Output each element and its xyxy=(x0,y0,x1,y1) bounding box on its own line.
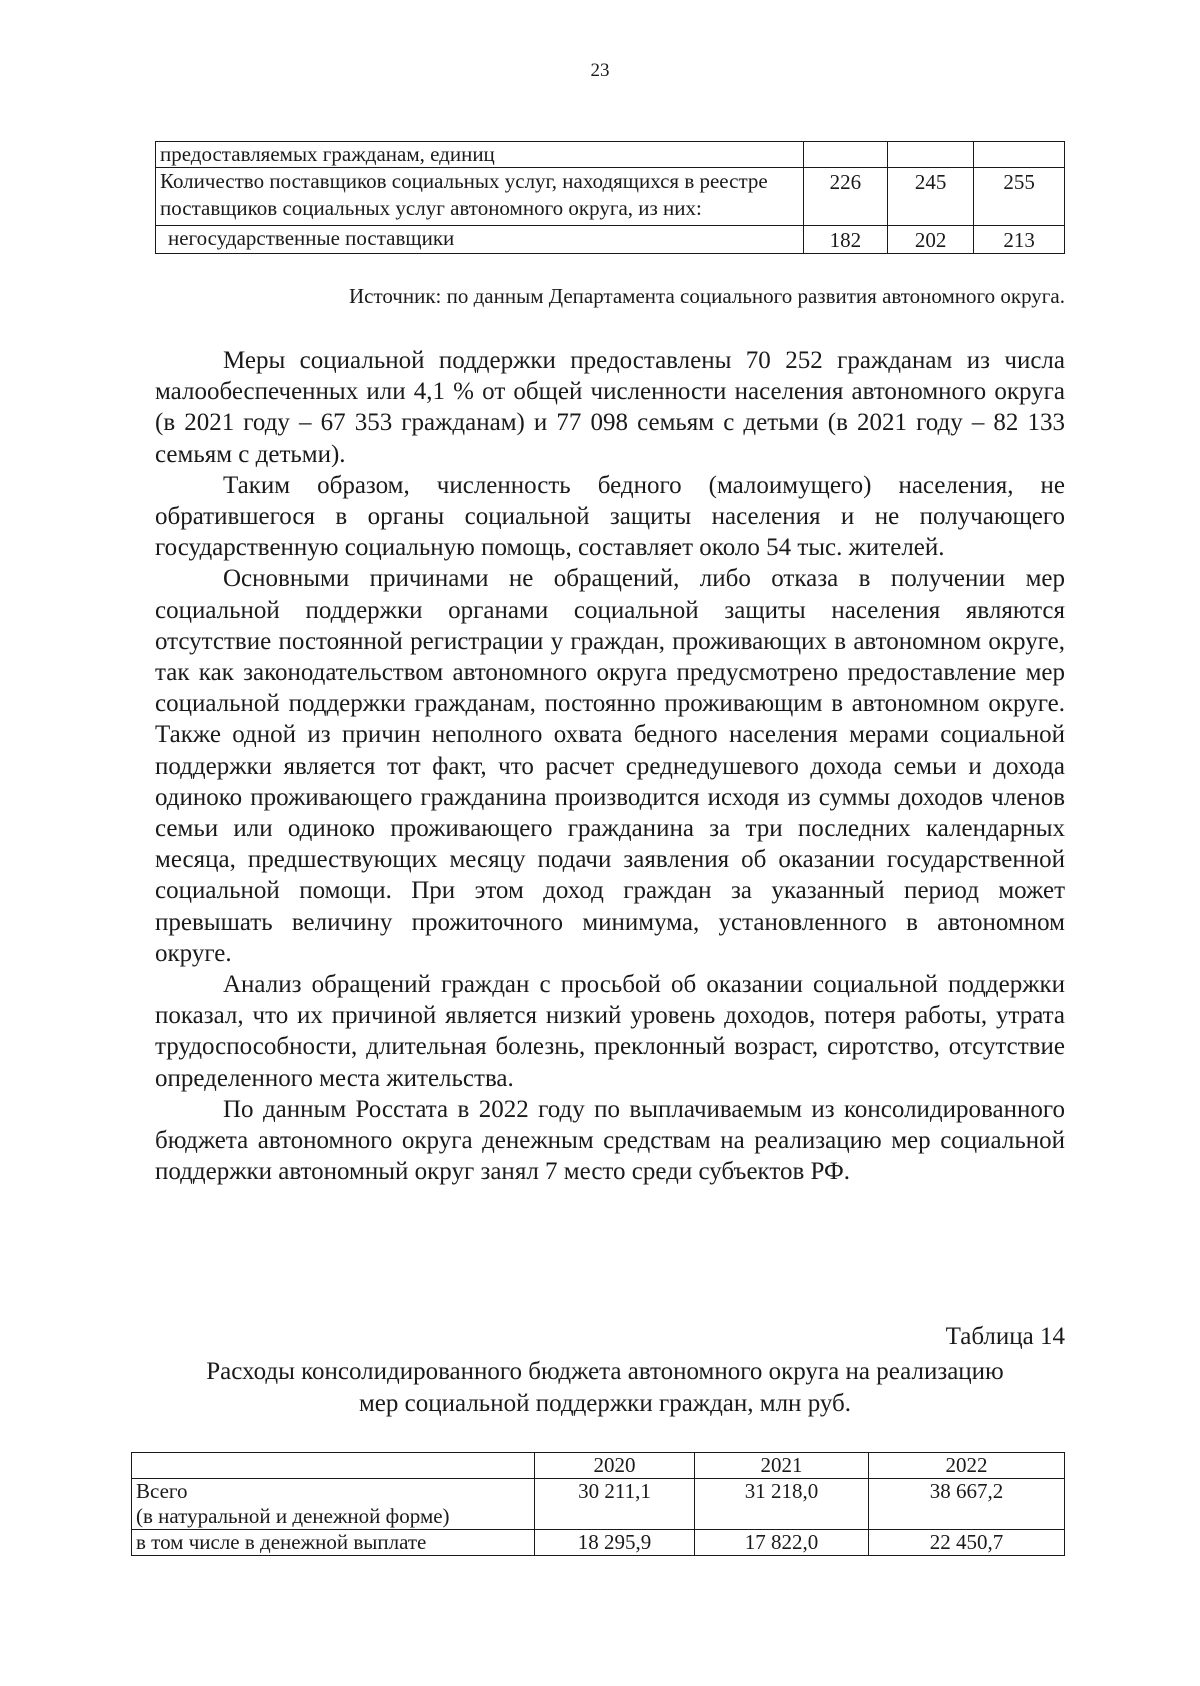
value-cell: 182 xyxy=(803,226,887,254)
paragraph: Меры социальной поддержки предоставлены 70 252 гражданам из числа малообеспеченных или 4,1 % от общей численности населения автономного округа (в 2021 году – 67 353 гражданам) и 77 098 семьям с детьми (в 2021 году – 82 133 семьям с детьми). xyxy=(155,347,1065,468)
header-cell: 2021 xyxy=(695,1453,869,1479)
value-cell: 30 211,1 xyxy=(535,1479,695,1530)
header-cell: 2022 xyxy=(869,1453,1065,1479)
value-cell: 17 822,0 xyxy=(695,1530,869,1556)
row-label: предоставляемых гражданам, единиц xyxy=(156,142,804,168)
header-cell: 2020 xyxy=(535,1453,695,1479)
value-cell: 202 xyxy=(887,226,973,254)
value-cell xyxy=(974,142,1065,168)
table-title-line: Расходы консолидированного бюджета автономного округа на реализацию xyxy=(206,1358,1004,1385)
row-label xyxy=(132,1479,535,1530)
value-cell xyxy=(803,142,887,168)
paragraph: По данным Росстата в 2022 году по выплачиваемым из консолидированного бюджета автономного округа денежным средствам на реализацию мер социальной поддержки автономный округ занял 7 место среди субъектов РФ. xyxy=(155,1095,1065,1186)
value-cell: 226 xyxy=(803,168,887,226)
table-row xyxy=(132,1530,1065,1556)
paragraph: Основными причинами не обращений, либо отказа в получении мер социальной поддержки органами социальной защиты населения являются отсутствие постоянной регистрации у граждан, проживающих в автономном округе, так как законодательством автономного округа предусмотрено предоставление мер социальной поддержки гражданам, постоянно проживающим в автономном округе. Также одной из причин неполного охвата бедного населения мерами социальной поддержки является тот факт, что расчет среднедушевого дохода семьи и дохода одиноко проживающего гражданина производится исходя из суммы доходов членов семьи или одиноко проживающего гражданина за три последних календарных месяца, предшествующих месяцу подачи заявления об оказании государственной социальной помощи. При этом доход граждан за указанный период может превышать величину прожиточного минимума, установленного в автономном округе. xyxy=(155,565,1065,967)
value-cell: 38 667,2 xyxy=(869,1479,1065,1530)
table-row xyxy=(156,142,1065,168)
row-label: негосударственные поставщики xyxy=(156,226,804,254)
paragraph: Анализ обращений граждан с просьбой об оказании социальной поддержки показал, что их причиной является низкий уровень доходов, потеря работы, утрата трудоспособности, длительная болезнь, преклонный возраст, сиротство, отсутствие определенного места жительства. xyxy=(155,971,1065,1092)
value-cell xyxy=(887,142,973,168)
paragraph: Таким образом, численность бедного (малоимущего) населения, не обратившегося в органы социальной защиты населения и не получающего государственную социальную помощь, составляет около 54 тыс. жителей. xyxy=(155,471,1065,562)
value-cell: 31 218,0 xyxy=(695,1479,869,1530)
table-header-row xyxy=(132,1453,1065,1479)
table-row xyxy=(156,226,1065,254)
row-label-line: в том числе в денежной выплате xyxy=(136,1530,427,1554)
value-cell: 213 xyxy=(974,226,1065,254)
row-label xyxy=(132,1530,535,1556)
body-text xyxy=(155,345,1065,1187)
value-cell: 255 xyxy=(974,168,1065,226)
table-row xyxy=(156,168,1065,226)
table-caption: Таблица 14 xyxy=(945,1323,1065,1350)
table-title xyxy=(130,1356,1080,1420)
suppliers-table xyxy=(155,141,1065,254)
table-title-line: мер социальной поддержки граждан, млн руб. xyxy=(358,1390,852,1417)
row-label-line: (в натуральной и денежной форме) xyxy=(136,1504,450,1528)
value-cell: 245 xyxy=(887,168,973,226)
value-cell: 18 295,9 xyxy=(535,1530,695,1556)
header-cell xyxy=(132,1453,535,1479)
table-row xyxy=(132,1479,1065,1530)
page-number: 23 xyxy=(590,60,610,81)
expenses-table xyxy=(131,1452,1065,1556)
row-label-line: Всего xyxy=(136,1479,188,1503)
row-label: Количество поставщиков социальных услуг, находящихся в реестре поставщиков социальных услуг автономного округа, из них: xyxy=(156,168,804,226)
table-source-note: Источник: по данным Департамента социального развития автономного округа. xyxy=(348,284,1065,308)
value-cell: 22 450,7 xyxy=(869,1530,1065,1556)
